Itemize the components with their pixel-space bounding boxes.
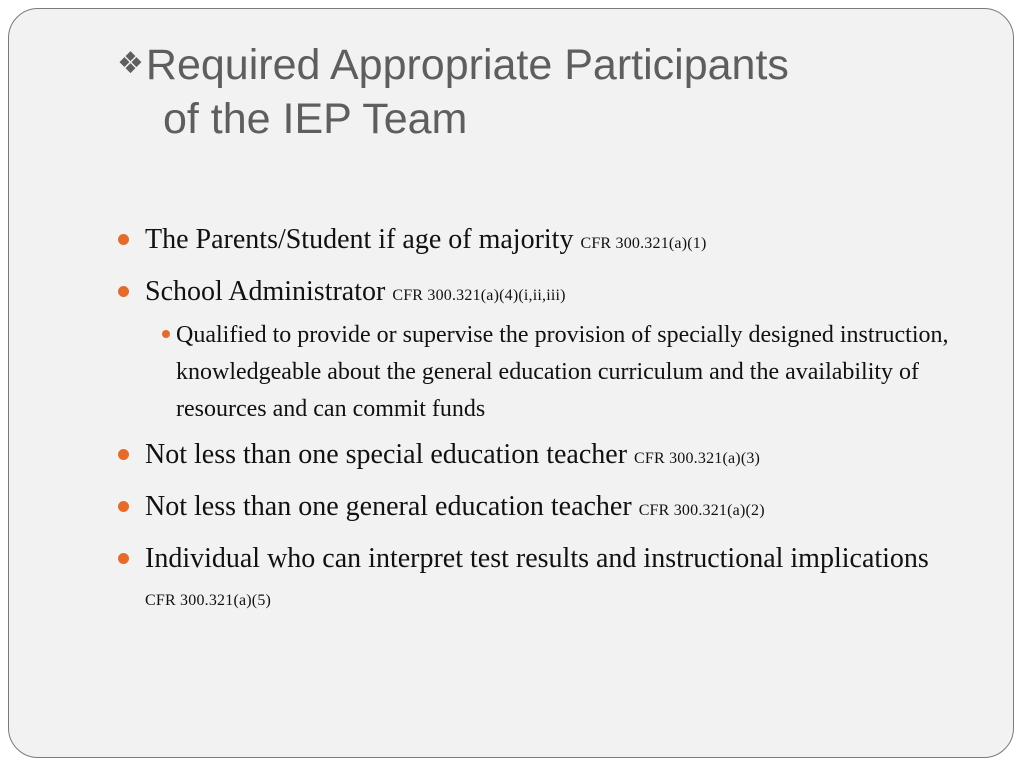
bullet-dot-icon [118,501,129,512]
bullet-list [115,221,965,630]
sub-item-qualified [115,317,965,428]
bullet-dot-icon [118,553,129,564]
bullet-dot-icon [118,449,129,460]
cfr-citation: CFR 300.321(a)(5) [145,592,272,609]
cfr-citation: CFR 300.321(a)(4)(i,ii,iii) [392,287,566,304]
list-item-special-education-teacher [115,436,965,478]
cfr-citation: CFR 300.321(a)(2) [638,502,765,519]
item-text: Qualified to provide or supervise the provision of specially designed instruction, knowledgeable about the general education curriculum and the availability of resources and can commit funds [176,322,949,422]
list-item-parents [115,221,965,263]
bullet-dot-icon [162,330,170,338]
cfr-citation: CFR 300.321(a)(1) [580,235,707,252]
item-text: Not less than one general education teacher [145,491,632,522]
cfr-citation: CFR 300.321(a)(3) [634,450,761,467]
item-text: The Parents/Student if age of majority [145,224,574,255]
title-line-1: Required Appropriate Participants [145,41,789,89]
list-item-school-administrator [115,273,965,315]
title-line-2: of the IEP Team [163,95,468,143]
item-text: School Administrator [145,276,386,307]
diamond-bullet-icon: ❖ [117,46,144,81]
item-text: Not less than one special education teacher [145,439,628,470]
list-item-test-interpreter [115,540,965,620]
slide-title [117,37,977,146]
slide [8,8,1014,758]
bullet-dot-icon [118,234,129,245]
item-text: Individual who can interpret test results and instructional implications [145,543,929,574]
list-item-general-education-teacher [115,488,965,530]
bullet-dot-icon [118,286,129,297]
